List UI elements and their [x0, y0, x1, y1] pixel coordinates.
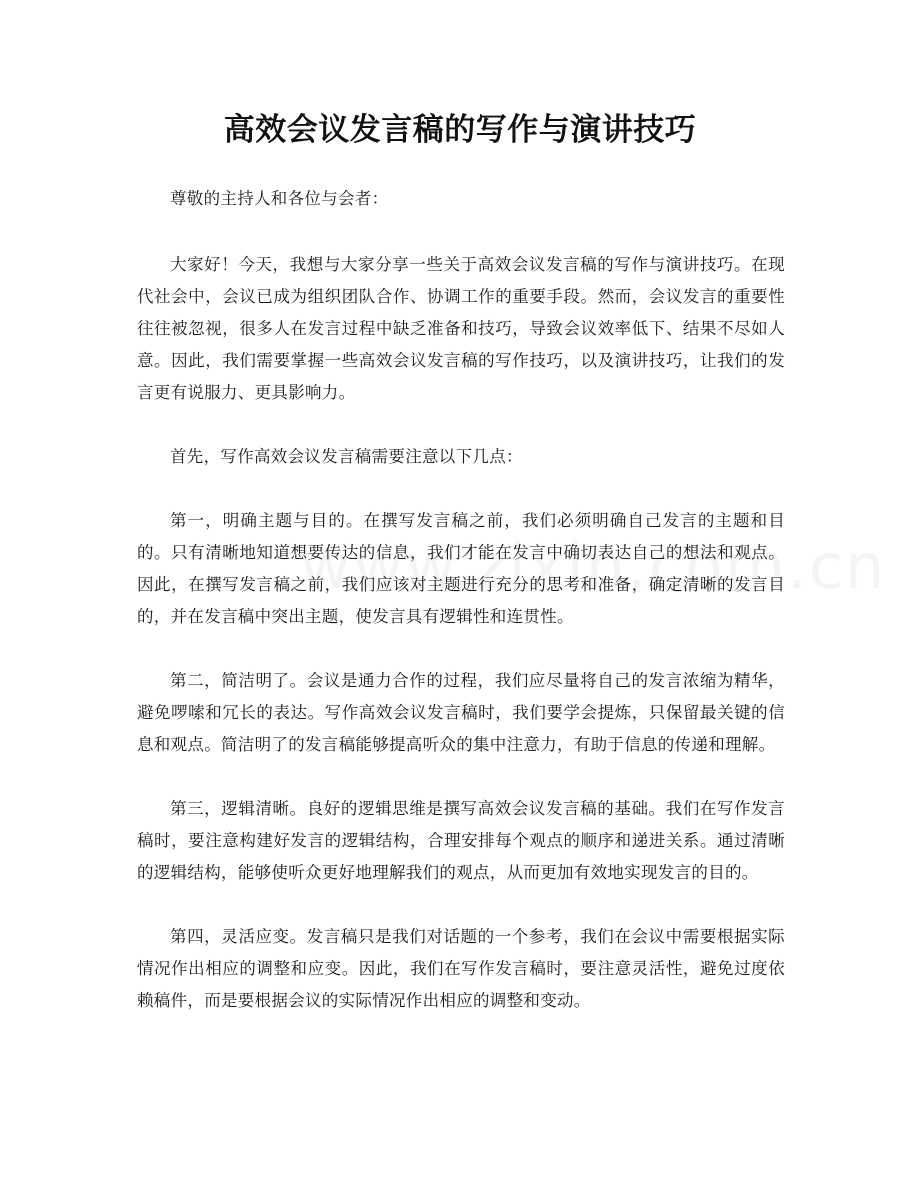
- document-title: 高效会议发言稿的写作与演讲技巧: [223, 112, 697, 148]
- paragraph-overview: 首先，写作高效会议发言稿需要注意以下几点：: [170, 447, 523, 466]
- paragraph-intro: 大家好！今天，我想与大家分享一些关于高效会议发言稿的写作与演讲技巧。在现代社会中，会议已成为组织团队合作、协调工作的重要手段。然而，会议发言的重要性往往被忽视，很多人在发言过程中缺乏准备和技巧，导致会议效率低下、结果不尽如人意。因此，我们需要掌握一些高效会议发言稿的写作技巧，以及演讲技巧，让我们的发言更有说服力、更具影响力。: [137, 255, 785, 402]
- paragraph-salutation: 尊敬的主持人和各位与会者：: [170, 189, 389, 208]
- paragraph-point-1: 第一，明确主题与目的。在撰写发言稿之前，我们必须明确自己发言的主题和目的。只有清晰地知道想要传达的信息，我们才能在发言中确切表达自己的想法和观点。因此，在撰写发言稿之前，我们应该对主题进行充分的思考和准备，确定清晰的发言目的，并在发言稿中突出主题，使发言具有逻辑性和连贯性。: [137, 511, 785, 626]
- paragraph-point-4: 第四，灵活应变。发言稿只是我们对话题的一个参考，我们在会议中需要根据实际情况作出相应的调整和应变。因此，我们在写作发言稿时，要注意灵活性，避免过度依赖稿件，而是要根据会议的实际情况作出相应的调整和变动。: [137, 927, 785, 1010]
- document-body: [137, 183, 785, 1049]
- paragraph-point-2: 第二，简洁明了。会议是通力合作的过程，我们应尽量将自己的发言浓缩为精华，避免啰嗦和冗长的表达。写作高效会议发言稿时，我们要学会提炼，只保留最关键的信息和观点。简洁明了的发言稿能够提高听众的集中注意力，有助于信息的传递和理解。: [137, 671, 785, 754]
- paragraph-point-3: 第三，逻辑清晰。良好的逻辑思维是撰写高效会议发言稿的基础。我们在写作发言稿时，要注意构建好发言的逻辑结构，合理安排每个观点的顺序和递进关系。通过清晰的逻辑结构，能够使听众更好地理解我们的观点，从而更加有效地实现发言的目的。: [137, 799, 785, 882]
